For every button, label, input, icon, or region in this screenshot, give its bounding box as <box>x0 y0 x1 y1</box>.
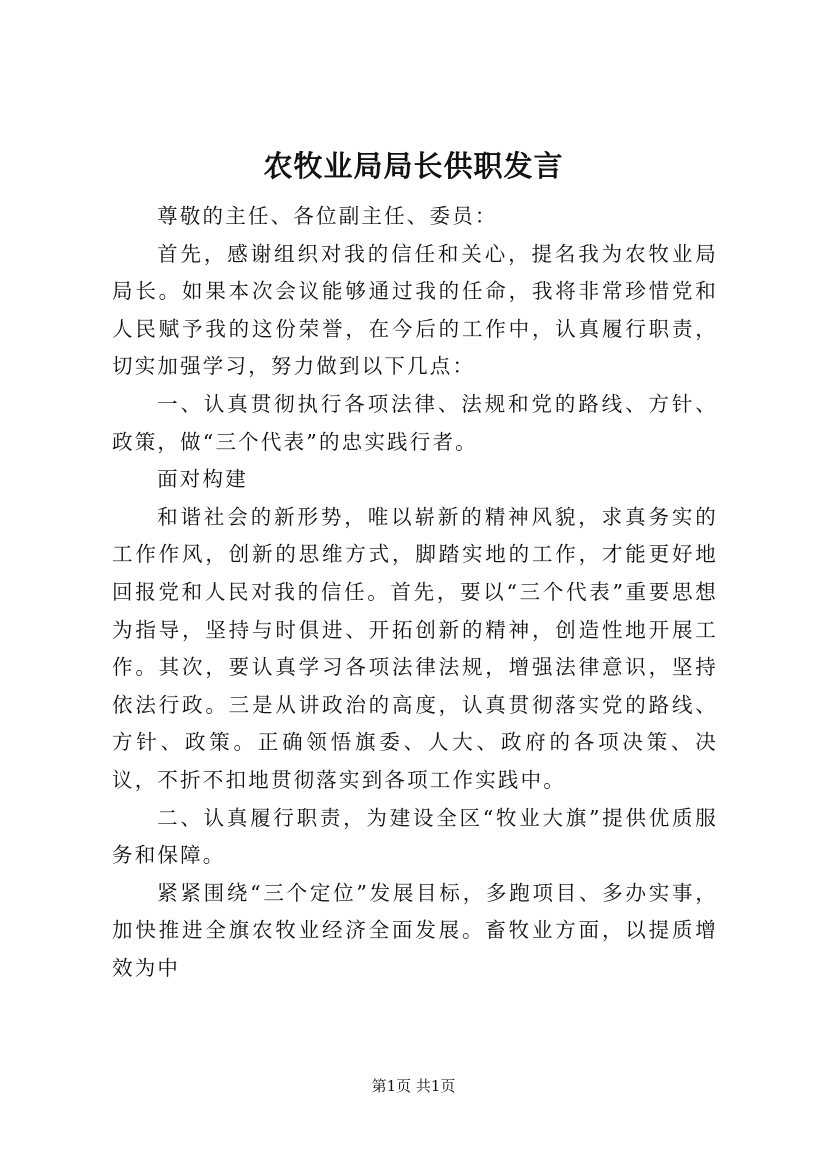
document-body <box>112 198 718 987</box>
body-paragraph: 面对构建 <box>157 467 248 492</box>
document-title: 农牧业局局长供职发言 <box>263 149 564 183</box>
salutation-paragraph: 尊敬的主任、各位副主任、委员： <box>157 204 498 228</box>
body-paragraph: 一、认真贯彻执行各项法律、法规和党的路线、方针、政策，做“三个代表”的忠实践行者。 <box>112 391 718 454</box>
page-number-footer: 第1页 共1页 <box>371 1077 456 1095</box>
body-paragraph: 二、认真履行职责，为建设全区“牧业大旗”提供优质服务和保障。 <box>112 805 718 868</box>
body-paragraph: 和谐社会的新形势，唯以崭新的精神风貌，求真务实的工作作风，创新的思维方式，脚踏实地的工作，才能更好地回报党和人民对我的信任。首先，要以“三个代表”重要思想为指导，坚持与时俱进、开拓创新的精神，创造性地开展工作。其次，要认真学习各项法律法规，增强法律意识，坚持依法行政。三是从讲政治的高度，认真贯彻落实党的路线、方针、政策。正确领悟旗委、人大、政府的各项决策、决议，不折不扣地贯彻落实到各项工作实践中。 <box>112 504 718 792</box>
body-paragraph: 紧紧围绕“三个定位”发展目标，多跑项目、多办实事，加快推进全旗农牧业经济全面发展。畜牧业方面，以提质增效为中 <box>112 880 718 980</box>
body-paragraph: 首先，感谢组织对我的信任和关心，提名我为农牧业局局长。如果本次会议能够通过我的任命，我将非常珍惜党和人民赋予我的这份荣誉，在今后的工作中，认真履行职责，切实加强学习，努力做到以下几点： <box>112 241 718 379</box>
